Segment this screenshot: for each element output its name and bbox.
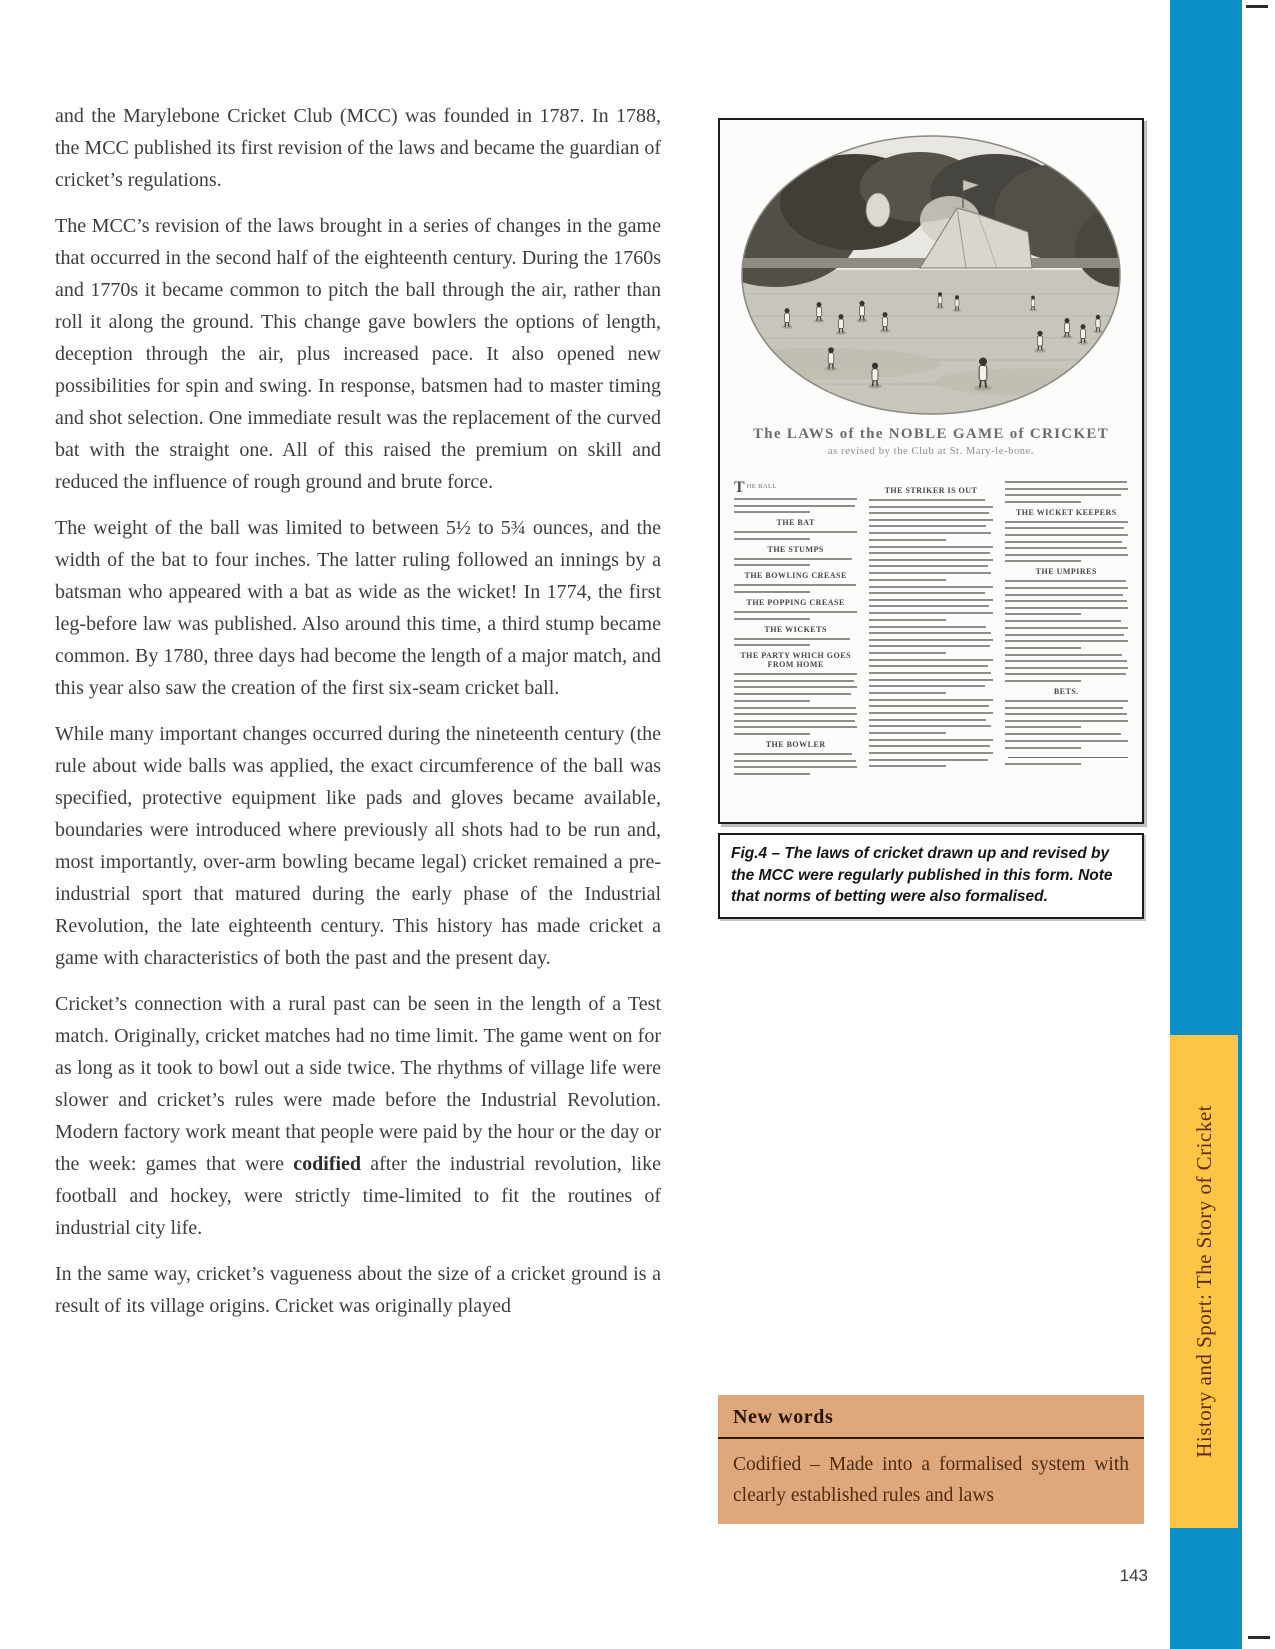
paragraph: While many important changes occurred during the nineteenth century (the rule about wide balls was applied, the exact circumference of the ball was specified, protective equipment like pads and gloves became available, boundaries were introduced where previously all shots had to be run and, most importantly, over-arm bowling became legal) cricket remained a pre-industrial sport that matured during the early phase of the Industrial Revolution, the late eighteenth century. This history has made cricket a game with characteristics of both the past and the present day.	[55, 723, 661, 969]
paragraph: The weight of the ball was limited to between 5½ to 5¾ ounces, and the width of the bat to four inches. The latter ruling followed an innings by a batsman who appeared with a bat as wide as the wicket! In 1774, the first leg-before law was published. Also around this time, a third stump became common. By 1780, three days had become the length of a major match, and this year also saw the creation of the first six-seam cricket ball.	[55, 517, 661, 699]
document-title: The LAWS of the NOBLE GAME of CRICKET	[752, 426, 1110, 442]
engraving-svg	[735, 132, 1127, 418]
laws-column: T HE BALL THE BAT THE STUMPS THE BOWLING CREASE THE POPPING CREASE THE WICKETS THE PARTY WHICH GOES FROM HOME THE BOWLER	[734, 481, 857, 780]
laws-column: THE WICKET KEEPERS THE UMPIRES BETS.	[1005, 481, 1128, 780]
chapter-tab	[1170, 1035, 1238, 1528]
figure-caption-text: Fig.4 – The laws of cricket drawn up and revised by the MCC were regularly published in this form. Note that norms of betting were also formalised.	[731, 845, 1113, 905]
crop-mark-bottom	[1248, 1636, 1270, 1639]
figure-caption	[718, 833, 1144, 919]
crop-mark-top	[1246, 5, 1268, 8]
page-number: 143	[1119, 1566, 1148, 1585]
laws-document-figure	[718, 118, 1144, 824]
chapter-title-vertical: History and Sport: The Story of Cricket	[1191, 1105, 1216, 1458]
laws-text-columns	[720, 481, 1142, 780]
cricket-engraving-image	[735, 132, 1127, 418]
paragraph: Cricket’s connection with a rural past can be seen in the length of a Test match. Originally, cricket matches had no time limit. The game went on for as long as it took to bowl out a side twice. The rhythms of village life were slower and cricket’s rules were made before the Industrial Revolution. Modern factory work meant that people were paid by the hour or the day or the week: games that were codified after the industrial revolution, like football and hockey, were strictly time-limited to fit the routines of industrial city life.	[55, 993, 661, 1239]
laws-column: THE STRIKER IS OUT	[869, 481, 992, 780]
new-words-title: New words	[718, 1395, 1144, 1439]
document-subtitle: as revised by the Club at St. Mary-le-bone.	[827, 446, 1035, 457]
paragraph: and the Marylebone Cricket Club (MCC) was founded in 1787. In 1788, the MCC published its first revision of the laws and became the guardian of cricket’s regulations.	[55, 105, 661, 191]
new-words-box	[718, 1395, 1144, 1524]
paragraph: The MCC’s revision of the laws brought in a series of changes in the game that occurred in the second half of the eighteenth century. During the 1760s and 1770s it became common to pitch the ball through the air, rather than roll it along the ground. This change gave bowlers the options of length, deception through the air, plus increased pace. It also opened new possibilities for spin and swing. In response, batsmen had to master timing and shot selection. One immediate result was the replacement of the curved bat with the straight one. All of this raised the premium on skill and reduced the influence of rough ground and brute force.	[55, 215, 661, 493]
new-words-entry: Codified – Made into a formalised system with clearly established rules and laws	[733, 1454, 1129, 1506]
main-text-column	[55, 100, 661, 1336]
paragraph: In the same way, cricket’s vagueness about the size of a cricket ground is a result of its village origins. Cricket was originally played	[55, 1263, 661, 1317]
